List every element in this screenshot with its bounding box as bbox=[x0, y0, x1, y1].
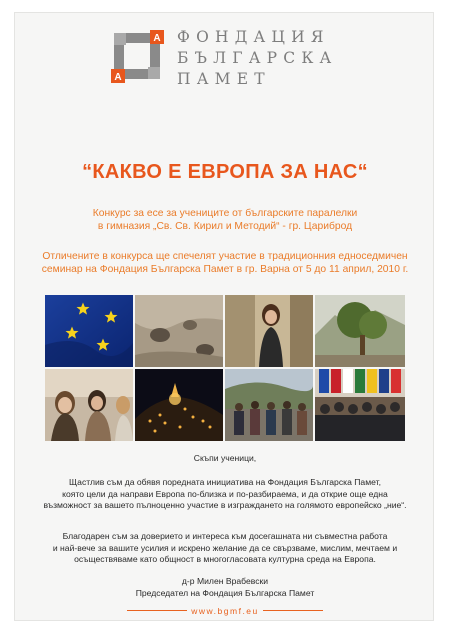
body-paragraph-1 bbox=[25, 477, 425, 512]
students-group-photo bbox=[45, 369, 133, 441]
paragraph1-line-3: възможност за вашето пълноценно участие в изграждането на голямото европейско „ние“. bbox=[43, 500, 407, 511]
logo-mark-bottom-letter: А bbox=[114, 72, 122, 83]
website-url[interactable]: www.bgmf.eu bbox=[191, 606, 259, 616]
paragraph2-line-3: осъществяваме като общност в многогласовата културна среда на Европа. bbox=[74, 554, 376, 565]
paragraph2-line-2: и най-вече за вашите усилия и искрено желание да се свързваме, мислим, мечтаем и bbox=[52, 542, 398, 553]
body-paragraph-2 bbox=[25, 531, 425, 566]
photo-collage bbox=[45, 295, 405, 441]
eu-flag-photo bbox=[45, 295, 133, 367]
rock-photo bbox=[135, 295, 223, 367]
olive-tree-photo bbox=[315, 295, 405, 367]
url-rule-right bbox=[263, 610, 323, 611]
foundation-logo-mark bbox=[108, 27, 168, 87]
student-portrait-photo bbox=[225, 295, 313, 367]
paragraph2-line-1: Благодарен съм за доверието и интереса към досегашната ни съвместна работа bbox=[62, 531, 388, 541]
logo-line-3: ПАМЕТ bbox=[177, 70, 271, 88]
paragraph1-line-1: Щастлив съм да обявя поредната инициатива на Фондация Българска Памет, bbox=[69, 477, 381, 487]
subtitle-line-2: в гимназия „Св. Св. Кирил и Методий“ - гр. Цариброд bbox=[97, 221, 353, 232]
signature-block bbox=[25, 576, 425, 599]
signature-title: Председател на Фондация Българска Памет bbox=[135, 587, 315, 598]
flyer-page bbox=[14, 12, 434, 621]
night-city-photo bbox=[135, 369, 223, 441]
logo-line-1: ФОНДАЦИЯ bbox=[177, 28, 330, 46]
greeting: Скъпи ученици, bbox=[193, 453, 257, 463]
outdoor-group-photo bbox=[225, 369, 313, 441]
paragraph1-line-2: която цели да направи Европа по-близка и по-разбираема, и да открие още една bbox=[62, 488, 388, 499]
contest-title: “КАКВО Е ЕВРОПА ЗА НАС“ bbox=[82, 161, 368, 183]
award-line-2: семинар на Фондация Българска Памет в гр. Варна от 5 до 11 април, 2010 г. bbox=[41, 264, 409, 275]
logo-line-2: БЪЛГАРСКА bbox=[177, 49, 338, 67]
foundation-logo-text bbox=[177, 27, 377, 90]
logo-mark-top-letter: А bbox=[153, 33, 161, 44]
contest-subtitle bbox=[35, 207, 415, 233]
award-line-1: Отличените в конкурса ще спечелят участие в традиционния едноседмичен bbox=[42, 251, 408, 262]
signature-name: д-р Милен Врабевски bbox=[181, 576, 269, 586]
flags-hall-photo bbox=[315, 369, 405, 441]
subtitle-line-1: Конкурс за есе за учениците от българските паралелки bbox=[92, 208, 358, 219]
award-text bbox=[35, 250, 415, 276]
